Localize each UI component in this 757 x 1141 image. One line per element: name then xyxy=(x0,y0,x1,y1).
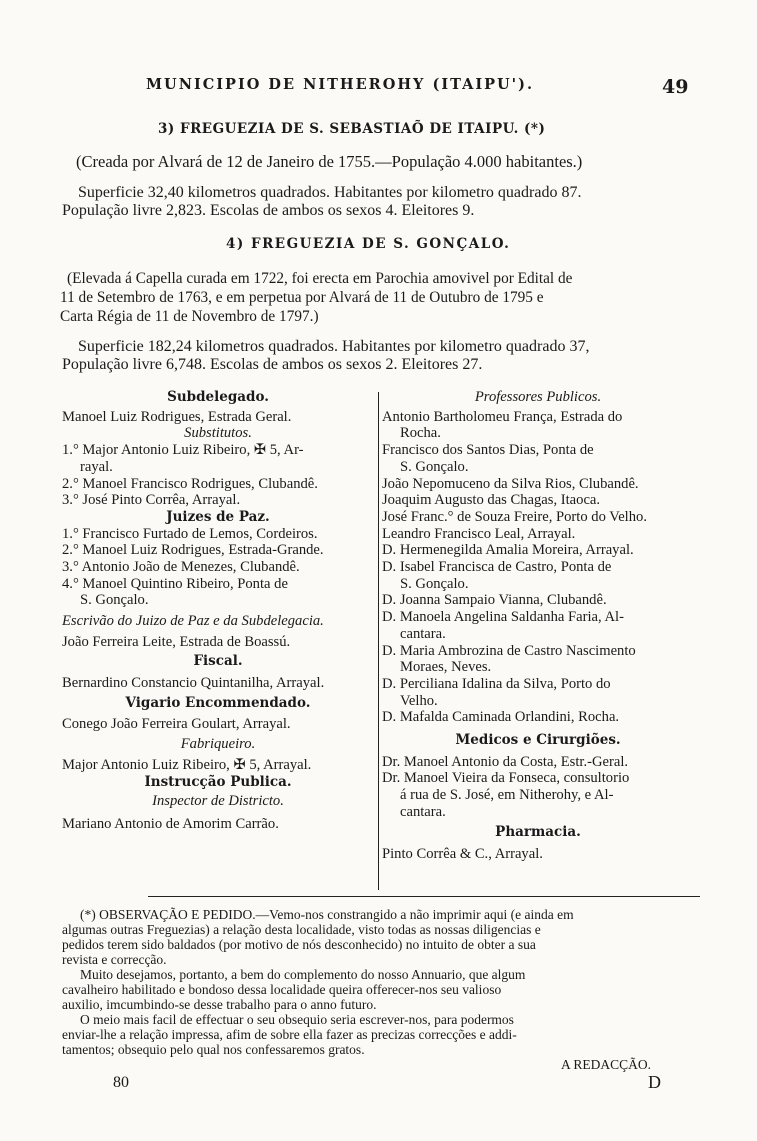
professor-4: Joaquim Augusto das Chagas, Itaoca. xyxy=(382,492,601,509)
juizes-title: Juizes de Paz. xyxy=(166,508,270,525)
subdelegado-title: Subdelegado. xyxy=(167,389,269,405)
professor-1-cont: Rocha. xyxy=(400,425,441,442)
fiscal-title: Fiscal. xyxy=(193,652,243,669)
section-3-heading: 3) FREGUEZIA DE S. SEBASTIAÕ DE ITAIPU. (*) xyxy=(158,121,546,137)
substitutos-title: Substitutos. xyxy=(184,425,252,442)
professor-2-cont: S. Gonçalo. xyxy=(400,458,469,475)
footnote-line-6: cavalheiro habilitado e bondoso dessa localidade queira offerecer-nos seu valioso xyxy=(62,982,502,997)
footnote-line-3: pedidos terem sido baldados (por motivo de nós desconhecido) no intuito de obter a sua xyxy=(62,937,536,952)
footnote-separator xyxy=(148,896,700,897)
pharmacia-title: Pharmacia. xyxy=(495,823,581,840)
professor-13: D. Mafalda Caminada Orlandini, Rocha. xyxy=(382,709,620,726)
juiz-4: 4.° Manoel Quintino Ribeiro, Ponta de xyxy=(62,575,288,592)
footnote-line-9: enviar-lhe a relação impressa, afim de sobre ella fazer as precizas correcções e addi- xyxy=(62,1027,517,1042)
professor-12: D. Perciliana Idalina da Silva, Porto do xyxy=(382,675,611,692)
footnote-line-8: O meio mais facil de effectuar o seu obsequio seria escrever-nos, para podermos xyxy=(80,1012,514,1027)
subdelegado-entry: Manoel Luiz Rodrigues, Estrada Geral. xyxy=(62,408,292,425)
juiz-3: 3.° Antonio João de Menezes, Clubandê. xyxy=(62,559,300,576)
footnote-line-7: auxilio, imcumbindo-se desse trabalho para o anno futuro. xyxy=(62,997,377,1012)
professor-5: José Franc.° de Souza Freire, Porto do Velho. xyxy=(382,508,647,525)
professor-12-cont: Velho. xyxy=(400,692,438,709)
section-4-note-1: (Elevada á Capella curada em 1722, foi erecta em Parochia amovivel por Edital de xyxy=(67,270,573,287)
vigario-entry: Conego João Ferreira Goulart, Arrayal. xyxy=(62,715,291,732)
section-4-stats-2: População livre 6,748. Escolas de ambos os sexos 2. Eleitores 27. xyxy=(62,356,483,373)
section-3-stats-1: Superficie 32,40 kilometros quadrados. Habitantes por kilometro quadrado 87. xyxy=(78,184,582,201)
section-3-creation: (Creada por Alvará de 12 de Janeiro de 1755.—População 4.000 habitantes.) xyxy=(76,152,583,171)
section-4-note-3: Carta Régia de 11 de Novembro de 1797.) xyxy=(60,308,319,325)
professor-11: D. Maria Ambrozina de Castro Nascimento xyxy=(382,642,636,659)
footnote-line-10: tamentos; obsequio pelo qual nos confessaremos gratos. xyxy=(62,1042,365,1057)
professor-10-cont: cantara. xyxy=(400,625,446,642)
vigario-title: Vigario Encommendado. xyxy=(125,694,311,711)
footnote-line-2: algumas outras Freguezias) a relação desta localidade, visto todas as nossas diligencias e xyxy=(62,922,541,937)
footnote-line-4: revista e correcção. xyxy=(62,952,167,967)
fabriqueiro-title: Fabriqueiro. xyxy=(180,736,256,753)
professor-6: Leandro Francisco Leal, Arrayal. xyxy=(382,525,576,542)
professor-8-cont: S. Gonçalo. xyxy=(400,575,469,592)
footnote-line-1: (*) OBSERVAÇÃO E PEDIDO.—Vemo-nos constrangido a não imprimir aqui (e ainda em xyxy=(80,907,574,922)
substituto-2: 2.° Manoel Francisco Rodrigues, Clubandê. xyxy=(62,475,318,492)
juiz-4-cont: S. Gonçalo. xyxy=(80,592,149,609)
substituto-1-cont: rayal. xyxy=(80,458,113,475)
professor-3: João Nepomuceno da Silva Rios, Clubandê. xyxy=(382,475,639,492)
footer-number: 80 xyxy=(113,1074,129,1091)
left-column xyxy=(62,389,374,833)
section-4-note-2: 11 de Setembro de 1763, e em perpetua por Alvará de 11 de Outubro de 1795 e xyxy=(60,289,544,306)
section-4-heading: 4) FREGUEZIA DE S. GONÇALO. xyxy=(226,236,511,252)
juiz-2: 2.° Manoel Luiz Rodrigues, Estrada-Grande. xyxy=(62,542,324,559)
professores-title: Professores Publicos. xyxy=(474,389,602,405)
section-3-stats-2: População livre 2,823. Escolas de ambos os sexos 4. Eleitores 9. xyxy=(62,202,475,219)
signature-mark: D xyxy=(648,1072,661,1092)
page-number: 49 xyxy=(662,76,689,98)
professor-8: D. Isabel Francisca de Castro, Ponta de xyxy=(382,559,612,576)
section-4-stats-1: Superficie 182,24 kilometros quadrados. Habitantes por kilometro quadrado 37, xyxy=(78,338,590,355)
fiscal-entry: Bernardino Constancio Quintanilha, Arrayal. xyxy=(62,675,325,692)
escrivao-title: Escrivão do Juizo de Paz e da Subdelegacia. xyxy=(62,613,324,630)
footnote-line-5: Muito desejamos, portanto, a bem do complemento do nosso Annuario, que algum xyxy=(80,967,526,982)
substituto-3: 3.° José Pinto Corrêa, Arrayal. xyxy=(62,492,241,509)
medico-2-cont-2: cantara. xyxy=(400,803,446,820)
substituto-1: 1.° Major Antonio Luiz Ribeiro, ✠ 5, Ar- xyxy=(62,442,304,459)
running-header: MUNICIPIO DE NITHEROHY (ITAIPU'). xyxy=(146,76,535,93)
column-divider xyxy=(378,392,379,890)
escrivao-entry: João Ferreira Leite, Estrada de Boassú. xyxy=(62,633,291,650)
pharmacia-entry: Pinto Corrêa & C., Arrayal. xyxy=(382,846,543,863)
instrucao-title: Instrucção Publica. xyxy=(144,773,292,790)
juiz-1: 1.° Francisco Furtado de Lemos, Cordeiros. xyxy=(62,525,318,542)
medico-2: Dr. Manoel Vieira da Fonseca, consultorio xyxy=(382,770,630,787)
inspector-title: Inspector de Districto. xyxy=(152,793,284,810)
fabriqueiro-entry: Major Antonio Luiz Ribeiro, ✠ 5, Arrayal. xyxy=(62,757,312,774)
professor-2: Francisco dos Santos Dias, Ponta de xyxy=(382,442,594,459)
professor-9: D. Joanna Sampaio Vianna, Clubandê. xyxy=(382,592,607,609)
professor-11-cont: Moraes, Neves. xyxy=(400,659,492,676)
medico-1: Dr. Manoel Antonio da Costa, Estr.-Geral. xyxy=(382,753,629,770)
footnote-signature: A REDACÇÃO. xyxy=(561,1057,652,1072)
professor-1: Antonio Bartholomeu França, Estrada do xyxy=(382,408,623,425)
professor-7: D. Hermenegilda Amalia Moreira, Arrayal. xyxy=(382,542,634,559)
medicos-title: Medicos e Cirurgiões. xyxy=(455,732,621,749)
right-column xyxy=(382,389,694,863)
medico-2-cont-1: á rua de S. José, em Nitherohy, e Al- xyxy=(400,787,614,804)
inspector-entry: Mariano Antonio de Amorim Carrão. xyxy=(62,816,279,833)
professor-10: D. Manoela Angelina Saldanha Faria, Al- xyxy=(382,609,624,626)
